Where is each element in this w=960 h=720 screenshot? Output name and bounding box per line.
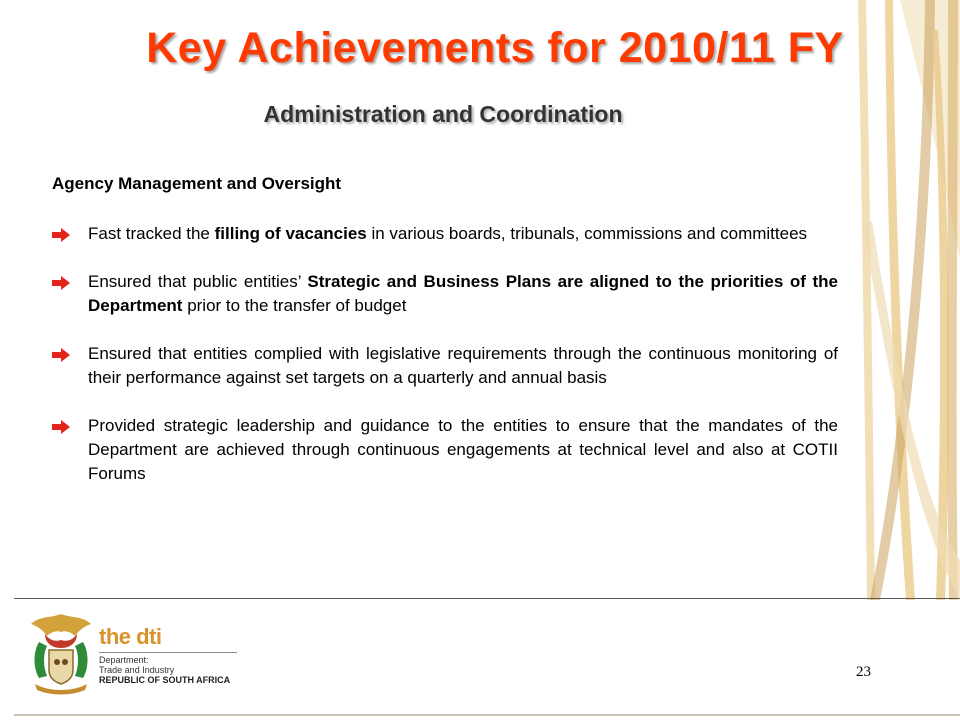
dti-brand-logo: the dti [99, 624, 162, 649]
bullet-item [52, 222, 838, 246]
brand-rule [99, 652, 237, 653]
red-arrow-icon [52, 420, 70, 434]
coat-of-arms-icon [25, 612, 97, 696]
dti-country-line: REPUBLIC OF SOUTH AFRICA [99, 675, 231, 685]
footer-divider [14, 598, 960, 599]
slide-title: Key Achievements for 2010/11 FY [146, 24, 844, 72]
page-number: 23 [856, 664, 871, 680]
bullet-text: Ensured that entities complied with legislative requirements through the continuous monitoring of their performance against set targets on a quarterly and annual basis [88, 344, 838, 387]
bullet-item [52, 342, 838, 390]
red-arrow-icon [52, 348, 70, 362]
bullet-item [52, 270, 838, 318]
bullet-text: Fast tracked the filling of vacancies in various boards, tribunals, commissions and committees [88, 224, 808, 243]
red-arrow-icon [52, 276, 70, 290]
bullet-text: Ensured that public entities’ Strategic and Business Plans are aligned to the priorities of the Department prior to the transfer of budget [88, 272, 838, 315]
dti-ministry-line: Trade and Industry [99, 665, 175, 675]
dti-department-line: Department: [99, 655, 149, 665]
bullet-list [52, 222, 838, 510]
red-arrow-icon [52, 228, 70, 242]
bottom-rule [14, 714, 960, 716]
bullet-item [52, 414, 838, 486]
bullet-text: Provided strategic leadership and guidance to the entities to ensure that the mandates of the Department are achieved through continuous engagements at technical level and also at COTII Forums [88, 416, 838, 483]
section-heading: Agency Management and Oversight [52, 174, 342, 193]
slide-subtitle: Administration and Coordination [263, 101, 623, 127]
